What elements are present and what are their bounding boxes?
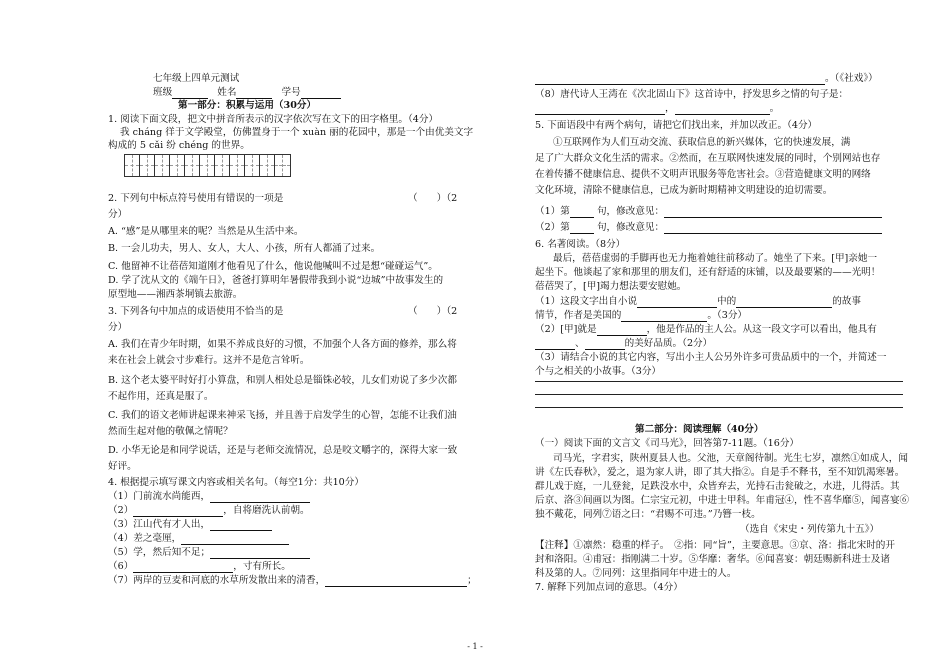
q5-blank-1-num[interactable] — [570, 207, 594, 218]
q4-line3 — [108, 519, 272, 531]
q6-answer-1-line1 — [535, 296, 861, 308]
q4-line7 — [108, 575, 477, 587]
q4-line8-end: 。 — [769, 103, 780, 114]
q2-answer-paren[interactable]: （ ）（2 — [408, 193, 458, 204]
q6-blank-novel[interactable] — [637, 297, 717, 308]
q2-score: 分） — [108, 209, 128, 220]
name-label: 姓名 — [217, 87, 237, 98]
q3-option-a-line2: 来在社会上就会寸步难行。这并不是危言耸听。 — [108, 355, 310, 366]
q6-a1-author-text: 情节，作者是美国的 — [535, 310, 622, 321]
grid-cell[interactable] — [260, 155, 275, 176]
id-blank[interactable] — [301, 88, 341, 99]
q5-para-line3: 在着传播不健康信息、提供不文明声讯服务等危害社会。③营造健康文明的网络 — [535, 169, 871, 180]
q1-text-line1: 我 cháng 徉于文学殿堂，仿佛置身于一个 xuàn 丽的花园中，那是一个由优美文字 — [120, 127, 474, 138]
grid-cell[interactable] — [170, 155, 185, 176]
q4-blank-2[interactable] — [133, 506, 223, 517]
q6-blank-quality-1[interactable] — [535, 339, 575, 350]
q3-option-d-line2: 好评。 — [108, 461, 137, 472]
q4-line5-text: （5）学，然后知不足； — [108, 547, 211, 558]
q3-option-c-line1: C. 我们的语文老师讲起课来神采飞扬，并且善于启发学生的心智，怎能不让我们油 — [108, 410, 457, 421]
student-info-line — [153, 87, 341, 99]
q4-blank-4[interactable] — [181, 534, 289, 545]
q6-answer-2-line1 — [535, 324, 877, 336]
q5-stem: 5. 下面语段中有两个病句，请把它们找出来，并加以改正。（4分） — [535, 120, 818, 131]
q5-answer-1-text: 句，修改意见： — [596, 206, 665, 217]
q3-option-a-line1: A. 我们在青少年时期，如果不养成良好的习惯，不加强个人各方面的修养，那么将 — [108, 339, 457, 350]
notes-line3: 科及第的人。⑦同列：这里指同年中进士的人。 — [535, 568, 737, 579]
grid-cell[interactable] — [185, 155, 200, 176]
q2-option-d-line1: D. 学了沈从文的《端午日》，爸爸打算明年暑假带我到小说“边城”中故事发生的 — [108, 275, 444, 286]
grid-cell[interactable] — [215, 155, 230, 176]
q5-para-line4: 文化环境，清除不健康信息，已成为新时期精神文明建设的迫切需要。 — [535, 185, 833, 196]
q4-line6 — [108, 561, 291, 573]
grid-cell[interactable] — [245, 155, 260, 176]
passage-source: （选自《宋史・列传第九十五》） — [740, 524, 880, 535]
q4-line8-answer — [535, 103, 779, 115]
q6-a1-score: 。（3分） — [707, 310, 748, 321]
q5-answer-1-label: （1）第 — [535, 206, 570, 217]
q4-line2 — [108, 505, 310, 517]
q6-a1-end: 的故事 — [832, 296, 862, 307]
q1-text-line2: 构成的 5 cǎi 纷 chéng 的世界。 — [108, 140, 250, 151]
passage-line4: 后京、洛③间画以为图。仁宗宝元初，中进士甲科。年甫冠④，性不喜华靡⑤，闻喜宴⑥ — [535, 495, 910, 506]
q6-a1-text: （1）这段文字出自小说 — [535, 296, 638, 307]
class-label: 班级 — [153, 87, 173, 98]
q6-a1-mid: 中的 — [717, 296, 737, 307]
q4-line6-prefix: （6） — [108, 561, 134, 572]
q4-line2-text: ，自将磨洗认前朝。 — [223, 505, 310, 516]
q4-blank-7[interactable] — [325, 576, 467, 587]
notes-line1: 【注释】①凛然：稳重的样子。 ②指：同“旨”，主要意思。③京、洛：指北宋时的开 — [535, 540, 895, 551]
q4-line2-prefix: （2） — [108, 505, 134, 516]
q6-para-line1: 最后，蓓蓓虚弱的手脚再也无力拖着她往前移动了。她坐了下来。[甲]亲她一 — [553, 253, 878, 264]
q5-answer-2-label: （2）第 — [535, 222, 570, 233]
answer-line[interactable] — [535, 381, 903, 382]
q6-blank-author[interactable] — [621, 311, 707, 322]
q4-line8-sep: ， — [665, 103, 675, 114]
q5-para-line2: 足了广大群众文化生活的需求。②然而，在互联网快速发展的同时，个别网站也存 — [535, 153, 881, 164]
notes-line2: 封和洛阳。④甫冠：指刚满二十岁。⑤华靡：奢华。⑥闻喜宴：朝廷赐新科进士及诸 — [535, 554, 890, 565]
test-title: 七年级上四单元测试 — [153, 73, 240, 84]
q1-stem: 1. 阅读下面文段，把文中拼音所表示的汉字依次写在文下的田字格里。（4分） — [108, 114, 439, 125]
q4-stem: 4. 根据提示填写课文内容或相关名句。（每空1分：共10分） — [108, 477, 364, 488]
name-blank[interactable] — [236, 88, 272, 99]
id-label: 学号 — [281, 87, 301, 98]
q2-option-b: B. 一会儿功夫，男人、女人，大人、小孩，所有人都涌了过来。 — [108, 243, 381, 254]
q2-option-a: A. “感”是从哪里来的呢？当然是从生活中来。 — [108, 226, 304, 237]
q4-line7-source: 。（《社戏》） — [825, 73, 878, 84]
q6-answer-2-line2 — [535, 338, 712, 350]
q4-line1 — [108, 491, 310, 503]
q4-blank-6[interactable] — [133, 562, 233, 573]
grid-cell[interactable] — [140, 155, 155, 176]
passage-line5: 独不戴花，同列⑦语之曰：“君赐不可违。”乃簪一枝。 — [535, 509, 761, 520]
q5-blank-2-fix[interactable] — [664, 223, 882, 234]
grid-cell[interactable] — [125, 155, 140, 176]
q6-a2-text: （2）[甲]就是 — [535, 324, 597, 335]
q5-answer-2-text: 句，修改意见： — [596, 222, 665, 233]
grid-cell[interactable] — [155, 155, 170, 176]
q4-line8: （8）唐代诗人王湾在《次北固山下》这首诗中，抒发思乡之情的句子是： — [535, 89, 849, 100]
reading-stem: （一）阅读下面的文言文《司马光》，回答第7-11题。（16分） — [535, 438, 800, 449]
q6-a2-sep: 、 — [575, 338, 585, 349]
q3-answer-paren[interactable]: （ ）（2 — [408, 306, 458, 317]
q5-answer-1 — [535, 206, 882, 218]
q4-line6-text: ，寸有所长。 — [233, 561, 291, 572]
q6-para-line2: 起坐下。他谈起了家和那里的朋友们，还有舒适的床铺，以及最要紧的——光明！ — [535, 267, 881, 278]
part2-heading: 第二部分：阅读理解（40分） — [635, 424, 764, 435]
q5-blank-1-fix[interactable] — [664, 207, 882, 218]
q7-stem: 7. 解释下列加点词的意思。（4分） — [535, 582, 683, 593]
q4-line3-text: （3）江山代有才人出， — [108, 519, 211, 530]
q4-line4-text: （4）差之毫厘， — [108, 533, 182, 544]
q5-answer-2 — [535, 222, 882, 234]
grid-cell[interactable] — [275, 155, 290, 176]
q3-stem: 3. 下列各句中加点的成语使用不恰当的是 — [108, 306, 284, 317]
q6-answer-1-line2 — [535, 310, 747, 322]
q2-stem: 2. 下列句中标点符号使用有错误的一项是 — [108, 193, 284, 204]
q4-blank-7b[interactable] — [535, 74, 825, 85]
q3-option-c-line2: 然而生起对他的敬佩之情呢？ — [108, 426, 233, 437]
q6-a2-mid: ，他是作品的主人公。从这一段文字可以看出，他具有 — [646, 324, 877, 335]
q6-blank-story[interactable] — [736, 297, 832, 308]
q6-answer-3-line2: 个与之相关的小故事。（3分） — [535, 366, 662, 377]
q4-line4 — [108, 533, 289, 545]
class-blank[interactable] — [172, 88, 208, 99]
answer-line[interactable] — [535, 407, 903, 408]
q3-option-b-line1: B. 这个老太婆平时好打小算盘，和别人相处总是锱铢必较，儿女们劝说了多少次都 — [108, 375, 457, 386]
answer-line[interactable] — [535, 394, 903, 395]
grid-cell[interactable] — [230, 155, 245, 176]
q2-option-c: C. 他留神不让蓓蓓知道刚才他看见了什么，他说他喊叫不过是想“碰碰运气”。 — [108, 261, 438, 272]
q4-line5 — [108, 547, 310, 559]
q4-blank-8a[interactable] — [535, 104, 665, 115]
q3-option-d-line1: D. 小华无论是和同学说话，还是与老师交流情况，总是咬文嚼字的，深得大家一致 — [108, 445, 458, 456]
q6-blank-protagonist[interactable] — [597, 325, 647, 336]
q6-para-line3: 蓓蓓哭了，[甲]竭力想法要安慰她。 — [535, 281, 687, 292]
q4-line1-text: （1）门前流水尚能西， — [108, 491, 211, 502]
part1-heading: 第一部分：积累与运用（30分） — [178, 100, 317, 111]
passage-line2: 讲《左氏春秋》，爱之，退为家人讲，即了其大指②。自是手不释书，至不知饥渴寒暑。 — [535, 467, 905, 478]
q4-blank-3[interactable] — [210, 520, 272, 531]
q4-line7-end: ； — [467, 575, 477, 586]
q6-answer-3-line1: （3）请结合小说的其它内容，写出小主人公另外许多可贵品质中的一个，并简述一 — [535, 352, 887, 363]
q3-option-b-line2: 不起作用，还真是服了。 — [108, 391, 214, 402]
q4-line7-text: （7）两岸的豆麦和河底的水草所发散出来的清香， — [108, 575, 326, 586]
q5-para-line1: ①互联网作为人们互动交流、获取信息的新兴媒体，它的快速发展，满 — [553, 137, 851, 148]
q4-blank-1[interactable] — [210, 492, 310, 503]
tian-grid[interactable] — [124, 154, 291, 177]
passage-line1: 司马光，字君实，陕州夏县人也。父池，天章阁待制。光生七岁，凛然①如成人，闻 — [553, 453, 908, 464]
q4-blank-5[interactable] — [210, 548, 310, 559]
page-number: - 1 - — [467, 642, 483, 651]
q2-option-d-line2: 原型地——湘西茶垌镇去旅游。 — [108, 289, 243, 300]
grid-cell[interactable] — [200, 155, 215, 176]
passage-line3: 群儿戏于庭，一儿登瓮，足跌没水中，众皆弃去，光持石击瓮破之，水进，儿得活。其 — [535, 481, 900, 492]
q6-a2-end: 的美好品质。（2分） — [624, 338, 713, 349]
q4-blank-8b[interactable] — [675, 104, 770, 115]
q4-line7-continued — [535, 73, 878, 85]
q6-stem: 6. 名著阅读。（8分） — [535, 239, 626, 250]
q6-blank-quality-2[interactable] — [585, 339, 625, 350]
q5-blank-2-num[interactable] — [570, 223, 594, 234]
q3-score: 分） — [108, 322, 128, 333]
